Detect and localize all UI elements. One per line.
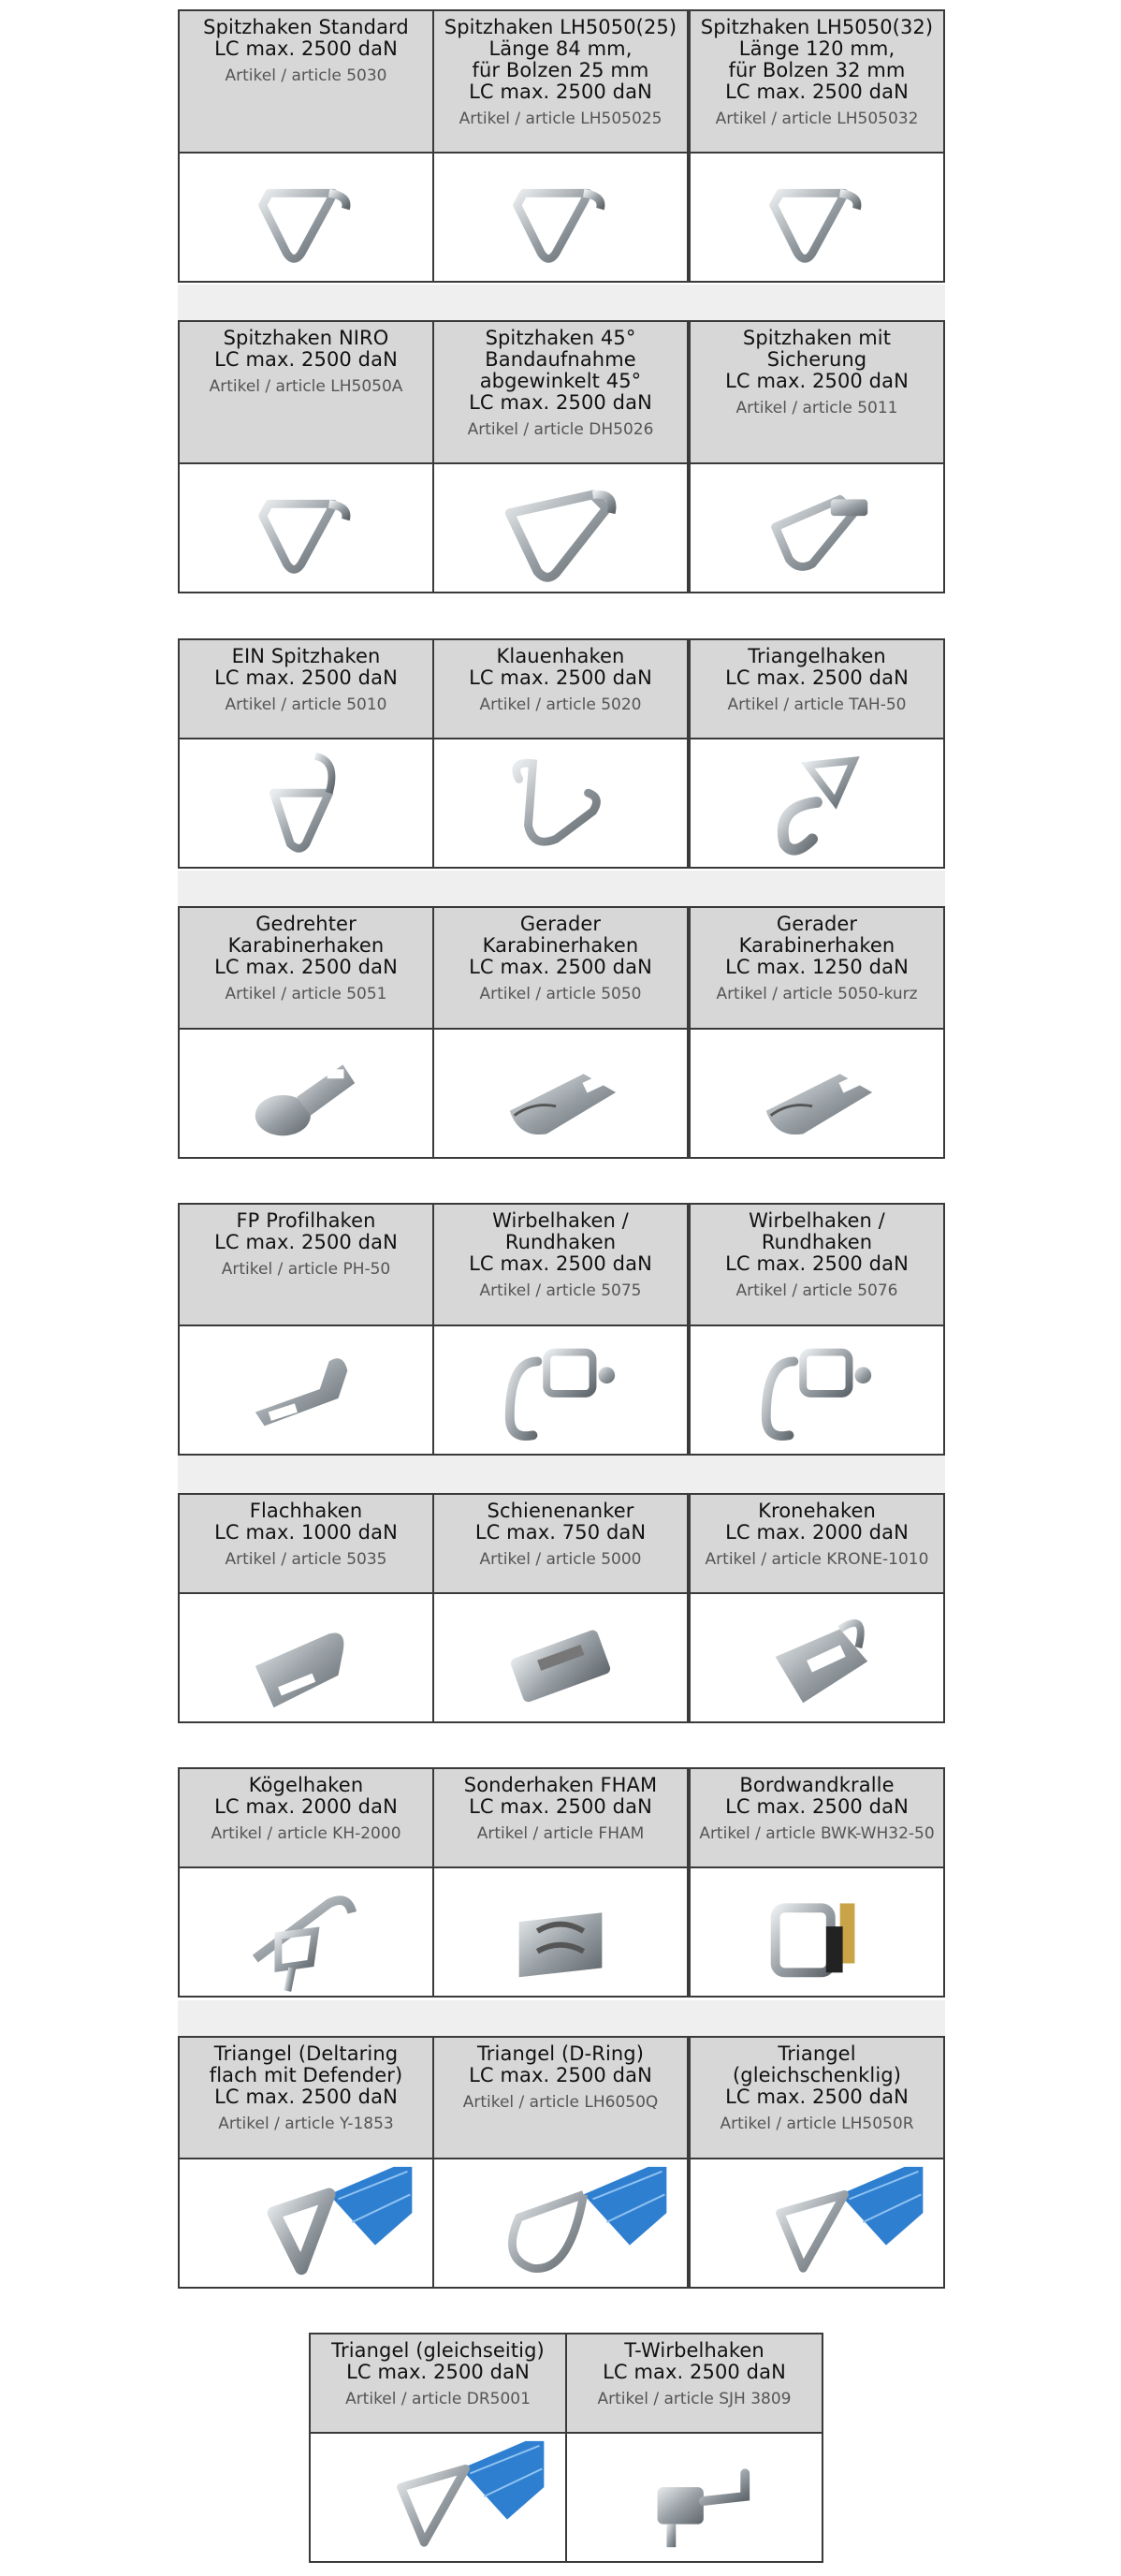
product-card xyxy=(432,638,689,869)
product-card xyxy=(432,9,689,283)
product-title: Gerader Karabinerhaken LC max. 1250 daN xyxy=(725,913,909,978)
product-header xyxy=(434,322,687,464)
product-header xyxy=(434,2038,687,2159)
product-title: Spitzhaken NIRO LC max. 2500 daN xyxy=(214,327,398,371)
product-image xyxy=(434,1325,687,1454)
product-article-number: Artikel / article Y-1853 xyxy=(218,2115,394,2133)
product-image xyxy=(311,2432,565,2561)
product-card xyxy=(689,1767,945,1998)
product-image xyxy=(180,738,432,867)
triangle-ring-strap-icon xyxy=(691,2158,943,2287)
product-image xyxy=(434,738,687,867)
product-header xyxy=(567,2334,822,2434)
product-title: Triangel (gleichschenklig) LC max. 2500 daN xyxy=(725,2042,909,2108)
product-header xyxy=(691,322,943,464)
product-image xyxy=(691,1866,943,1996)
single-hook-icon xyxy=(180,738,432,867)
product-title: Triangel (Deltaring flach mit Defender) LC max. 2500 daN xyxy=(209,2042,403,2108)
product-title: Klauenhaken LC max. 2500 daN xyxy=(469,645,652,689)
product-article-number: Artikel / article PH-50 xyxy=(221,1260,391,1279)
product-card xyxy=(178,2036,434,2289)
product-card xyxy=(432,1493,689,1723)
product-image xyxy=(180,2158,432,2287)
product-header xyxy=(691,908,943,1030)
product-article-number: Artikel / article 5010 xyxy=(225,695,387,714)
product-title: Triangelhaken LC max. 2500 daN xyxy=(725,645,909,689)
product-title: Spitzhaken 45° Bandaufnahme abgewinkelt 45° LC max. 2500 daN xyxy=(469,327,652,414)
product-header xyxy=(434,1769,687,1868)
section-divider xyxy=(178,2000,945,2036)
triangle-hook-icon xyxy=(691,738,943,867)
product-image xyxy=(691,738,943,867)
product-article-number: Artikel / article 5030 xyxy=(225,66,387,85)
product-header xyxy=(434,640,687,739)
product-image xyxy=(434,1028,687,1157)
swivel-hook-icon xyxy=(691,1325,943,1454)
product-header xyxy=(180,640,432,739)
product-article-number: Artikel / article 5050-kurz xyxy=(716,985,918,1003)
product-header xyxy=(180,1769,432,1868)
product-header xyxy=(311,2334,565,2434)
product-header xyxy=(180,11,432,154)
product-card xyxy=(432,320,689,593)
product-title: Triangel (D-Ring) LC max. 2500 daN xyxy=(469,2042,652,2086)
product-image xyxy=(180,462,432,592)
product-title: Kögelhaken LC max. 2000 daN xyxy=(214,1774,398,1818)
product-image xyxy=(691,152,943,281)
product-header xyxy=(691,640,943,739)
product-article-number: Artikel / article 5020 xyxy=(479,695,642,714)
product-title: T-Wirbelhaken LC max. 2500 daN xyxy=(603,2339,786,2383)
rail-anchor-icon xyxy=(434,1592,687,1721)
product-article-number: Artikel / article LH5050A xyxy=(209,377,403,396)
product-header xyxy=(691,1495,943,1594)
product-header xyxy=(180,2038,432,2159)
product-image xyxy=(434,2158,687,2287)
product-article-number: Artikel / article 5050 xyxy=(479,985,642,1003)
t-swivel-hook-icon xyxy=(567,2432,822,2561)
product-article-number: Artikel / article LH505032 xyxy=(715,110,919,128)
product-image xyxy=(691,2158,943,2287)
product-card xyxy=(178,1767,434,1998)
product-image xyxy=(180,1866,432,1996)
product-image xyxy=(180,1028,432,1157)
product-card xyxy=(689,638,945,869)
product-header xyxy=(691,1769,943,1868)
product-article-number: Artikel / article KRONE-1010 xyxy=(705,1550,929,1569)
product-header xyxy=(434,11,687,154)
side-claw-icon xyxy=(691,1866,943,1996)
product-title: Sonderhaken FHAM LC max. 2500 daN xyxy=(463,1774,658,1818)
product-card xyxy=(565,2333,823,2563)
product-image xyxy=(180,152,432,281)
product-title: FP Profilhaken LC max. 2500 daN xyxy=(214,1209,398,1253)
d-ring-strap-icon xyxy=(434,2158,687,2287)
product-article-number: Artikel / article 5076 xyxy=(735,1281,898,1300)
product-article-number: Artikel / article FHAM xyxy=(476,1824,645,1843)
product-title: Spitzhaken LH5050(25) Länge 84 mm, für Bolzen 25 mm LC max. 2500 daN xyxy=(444,16,677,103)
claw-hook-icon xyxy=(434,738,687,867)
product-title: Wirbelhaken / Rundhaken LC max. 2500 daN xyxy=(469,1209,652,1275)
flat-snap-hook-icon xyxy=(691,1028,943,1157)
product-header xyxy=(180,322,432,464)
product-card xyxy=(178,1493,434,1723)
product-title: EIN Spitzhaken LC max. 2500 daN xyxy=(214,645,398,689)
product-article-number: Artikel / article 5035 xyxy=(225,1550,387,1569)
wire-hook-icon xyxy=(691,152,943,281)
product-title: Bordwandkralle LC max. 2500 daN xyxy=(725,1774,909,1818)
product-card xyxy=(178,1203,434,1456)
product-card xyxy=(178,638,434,869)
product-card xyxy=(178,906,434,1159)
product-title: Schienenanker LC max. 750 daN xyxy=(474,1500,647,1544)
product-card xyxy=(432,906,689,1159)
product-article-number: Artikel / article LH505025 xyxy=(459,110,662,128)
product-title: Spitzhaken Standard LC max. 2500 daN xyxy=(203,16,409,60)
product-image xyxy=(180,1592,432,1721)
product-article-number: Artikel / article 5011 xyxy=(735,399,898,417)
product-image xyxy=(434,152,687,281)
product-card xyxy=(689,9,945,283)
product-image xyxy=(180,1325,432,1454)
product-article-number: Artikel / article LH6050Q xyxy=(462,2093,659,2112)
product-card xyxy=(178,320,434,593)
product-title: Gerader Karabinerhaken LC max. 2500 daN xyxy=(469,913,652,978)
product-card xyxy=(432,2036,689,2289)
product-article-number: Artikel / article KH-2000 xyxy=(211,1824,401,1843)
product-article-number: Artikel / article 5000 xyxy=(479,1550,642,1569)
product-card xyxy=(689,1203,945,1456)
product-card xyxy=(309,2333,567,2563)
product-article-number: Artikel / article BWK-WH32-50 xyxy=(699,1824,935,1843)
product-card xyxy=(432,1767,689,1998)
product-card xyxy=(689,2036,945,2289)
product-card xyxy=(689,320,945,593)
product-article-number: Artikel / article DH5026 xyxy=(467,420,654,439)
section-divider xyxy=(178,871,945,906)
delta-ring-strap-icon xyxy=(180,2158,432,2287)
product-article-number: Artikel / article 5051 xyxy=(225,985,387,1003)
flat-snap-hook-icon xyxy=(434,1028,687,1157)
product-image xyxy=(691,1325,943,1454)
profile-hook-icon xyxy=(180,1325,432,1454)
product-article-number: Artikel / article 5075 xyxy=(479,1281,642,1300)
snap-hook-icon xyxy=(180,1028,432,1157)
special-hook-icon xyxy=(434,1866,687,1996)
product-title: Kronehaken LC max. 2000 daN xyxy=(725,1500,909,1544)
product-image xyxy=(691,1592,943,1721)
product-header xyxy=(434,1495,687,1594)
product-title: Flachhaken LC max. 1000 daN xyxy=(214,1500,398,1544)
product-article-number: Artikel / article DR5001 xyxy=(345,2390,531,2408)
section-divider xyxy=(178,285,945,320)
product-image xyxy=(567,2432,822,2561)
swivel-hook-icon xyxy=(434,1325,687,1454)
wire-hook-icon xyxy=(180,152,432,281)
product-title: Spitzhaken LH5050(32) Länge 120 mm, für Bolzen 32 mm LC max. 2500 daN xyxy=(700,16,934,103)
product-header xyxy=(180,1205,432,1326)
product-title: Gedrehter Karabinerhaken LC max. 2500 daN xyxy=(214,913,398,978)
product-image xyxy=(434,462,687,592)
product-header xyxy=(691,1205,943,1326)
safety-hook-icon xyxy=(691,462,943,592)
koegel-hook-icon xyxy=(180,1866,432,1996)
triangle-ring-strap-icon xyxy=(311,2432,565,2561)
product-card xyxy=(432,1203,689,1456)
product-header xyxy=(180,908,432,1030)
product-article-number: Artikel / article SJH 3809 xyxy=(597,2390,792,2408)
product-title: Wirbelhaken / Rundhaken LC max. 2500 daN xyxy=(725,1209,909,1275)
section-divider xyxy=(178,1456,945,1493)
product-image xyxy=(434,1592,687,1721)
product-header xyxy=(180,1495,432,1594)
product-card xyxy=(689,1493,945,1723)
product-image xyxy=(691,462,943,592)
product-header xyxy=(691,2038,943,2159)
product-header xyxy=(434,1205,687,1326)
crown-hook-icon xyxy=(691,1592,943,1721)
wire-hook-icon xyxy=(434,152,687,281)
wire-hook-icon xyxy=(180,462,432,592)
product-header xyxy=(691,11,943,154)
flat-hook-icon xyxy=(180,1592,432,1721)
product-article-number: Artikel / article TAH-50 xyxy=(727,695,907,714)
product-image xyxy=(434,1866,687,1996)
product-card xyxy=(178,9,434,283)
product-image xyxy=(691,1028,943,1157)
product-title: Triangel (gleichseitig) LC max. 2500 daN xyxy=(331,2339,545,2383)
product-card xyxy=(689,906,945,1159)
product-article-number: Artikel / article LH5050R xyxy=(720,2115,914,2133)
angled-hook-icon xyxy=(434,462,687,592)
product-title: Spitzhaken mit Sicherung LC max. 2500 daN xyxy=(725,327,909,392)
product-header xyxy=(434,908,687,1030)
